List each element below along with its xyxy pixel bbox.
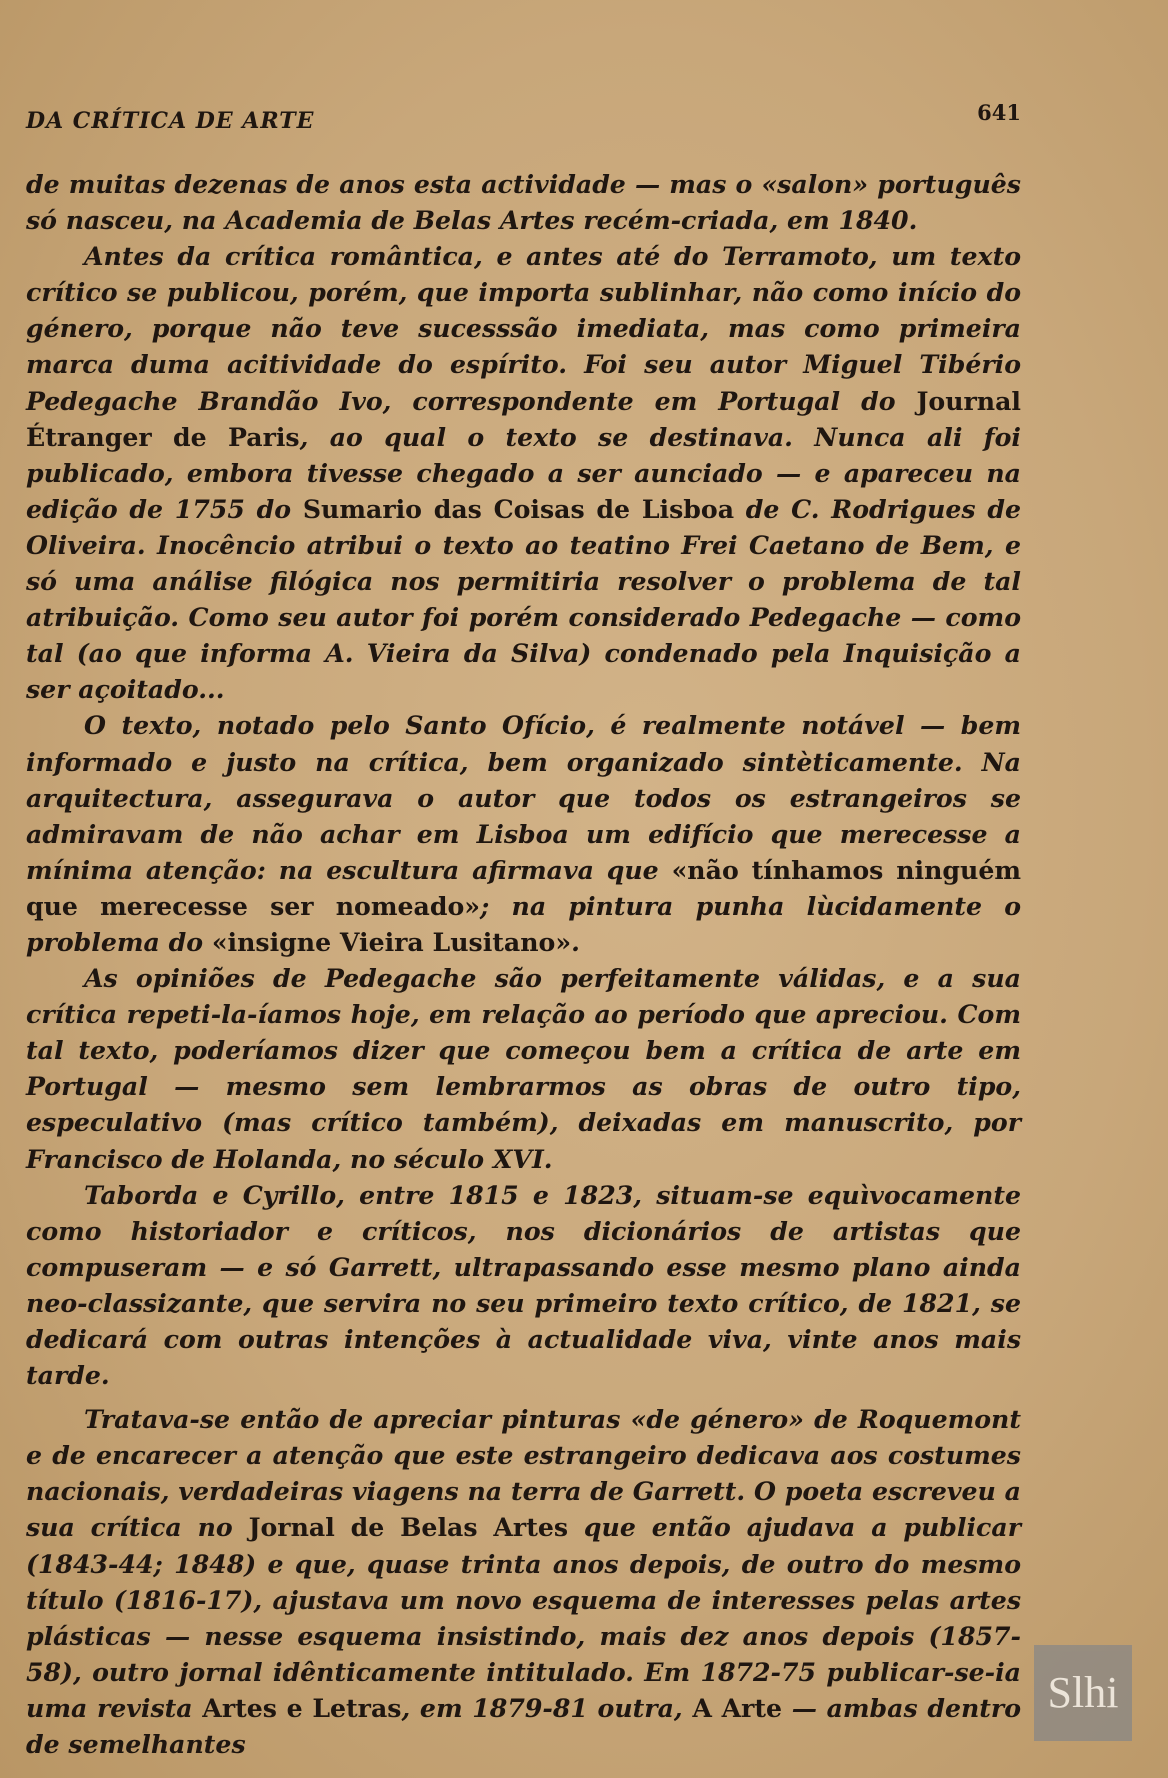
italic-text-segment: Antes da crítica romântica, e antes até do Terramoto, um texto crítico se publicou, porém, que importa sublinhar, não como início do género, porque não teve sucesssão imediata, mas como primeira marca duma acitividade do espírito. Foi seu autor Miguel Tibério Pedegache Brandão Ivo, correspondente em Portugal do (26, 241, 1021, 416)
roman-text-segment: «não tínhamos ninguém que merecesse ser nomeado» (26, 854, 1021, 921)
italic-text-segment: , em 1879-81 outra, (401, 1692, 693, 1723)
page-number: 641 (977, 100, 1021, 125)
italic-text-segment: , ao qual o texto se destinava. Nunca ali foi publicado, embora tivesse chegado a ser aunciado — e apareceu na edição de 1755 do (26, 421, 1021, 524)
paragraph (26, 1401, 1021, 1762)
svg-text:Slhi: Slhi (1047, 1668, 1119, 1717)
roman-text-segment: A Arte (692, 1692, 783, 1723)
italic-text-segment: O texto, notado pelo Santo Ofício, é realmente notável — bem informado e justo na crítica, bem organizado sintèticamente. Na arquitectura, assegurava o autor que todos os estrangeiros se admiravam de não achar em Lisboa um edifício que merecesse a mínima atenção: na escultura afirmava que (26, 710, 1021, 885)
italic-text-segment: ; na pintura punha lùcidamente o problema do (26, 890, 1022, 957)
body-text (26, 166, 1021, 1762)
roman-text-segment: Journal Étranger de Paris (26, 385, 1021, 452)
paragraph (26, 1177, 1021, 1394)
library-logo (1034, 1645, 1132, 1741)
italic-text-segment: Tratava-se então de apreciar pinturas «de género» de Roquemont e de encarecer a atenção que este estrangeiro dedicava aos costumes nacionais, verdadeiras viagens na terra de Garrett. O poeta escreveu a sua crítica no (26, 1404, 1021, 1543)
italic-text-segment: de muitas dezenas de anos esta actividade — mas o «salon» português só nasceu, na Academia de Belas Artes recém-criada, em 1840. (26, 169, 1021, 236)
paragraph (26, 707, 1021, 960)
italic-text-segment: Taborda e Cyrillo, entre 1815 e 1823, situam-se equìvocamente como historiador e críticos, nos dicionários de artistas que compuseram — e só Garrett, ultrapassando esse mesmo plano ainda neo-classizante, que servira no seu primeiro texto crítico, de 1821, se dedicará com outras intenções à actualidade viva, vinte anos mais tarde. (26, 1179, 1021, 1391)
paragraph (26, 166, 1021, 238)
roman-text-segment: Jornal de Belas Artes (248, 1512, 569, 1543)
roman-text-segment: «insigne Vieira Lusitano» (211, 926, 572, 957)
italic-text-segment: . (571, 926, 580, 957)
italic-text-segment: de C. Rodrigues de Oliveira. Inocêncio atribui o texto ao teatino Frei Caetano de Bem, e só uma análise filógica nos permitiria resolver o problema de tal atribuição. Como seu autor foi porém considerado Pedegache — como tal (ao que informa A. Vieira da Silva) condenado pela Inquisição a ser açoitado... (26, 493, 1021, 705)
running-title: DA CRÍTICA DE ARTE (26, 108, 315, 134)
roman-text-segment: Artes e Letras (202, 1692, 402, 1723)
italic-text-segment: — ambas dentro de semelhantes (26, 1692, 1022, 1760)
paragraph (26, 238, 1021, 707)
page-header (26, 100, 1021, 140)
roman-text-segment: Sumario das Coisas de Lisboa (302, 493, 735, 524)
library-logo-mark (1034, 1645, 1132, 1741)
paragraph (26, 960, 1021, 1177)
italic-text-segment: As opiniões de Pedegache são perfeitamente válidas, e a sua crítica repeti-la-íamos hoje, em relação ao período que apreciou. Com tal texto, poderíamos dizer que começou bem a crítica de arte em Portugal — mesmo sem lembrarmos as obras de outro tipo, especulativo (mas crítico também), deixadas em manuscrito, por Francisco de Holanda, no século XVI. (26, 963, 1021, 1174)
italic-text-segment: que então ajudava a publicar (1843-44; 1848) e que, quase trinta anos depois, de outro do mesmo título (1816-17), ajustava um novo esquema de interesses pelas artes plásticas — nesse esquema insistindo, mais dez anos depois (1857-58), outro jornal idênticamente intitulado. Em 1872-75 publicar-se-ia uma revista (26, 1512, 1021, 1723)
